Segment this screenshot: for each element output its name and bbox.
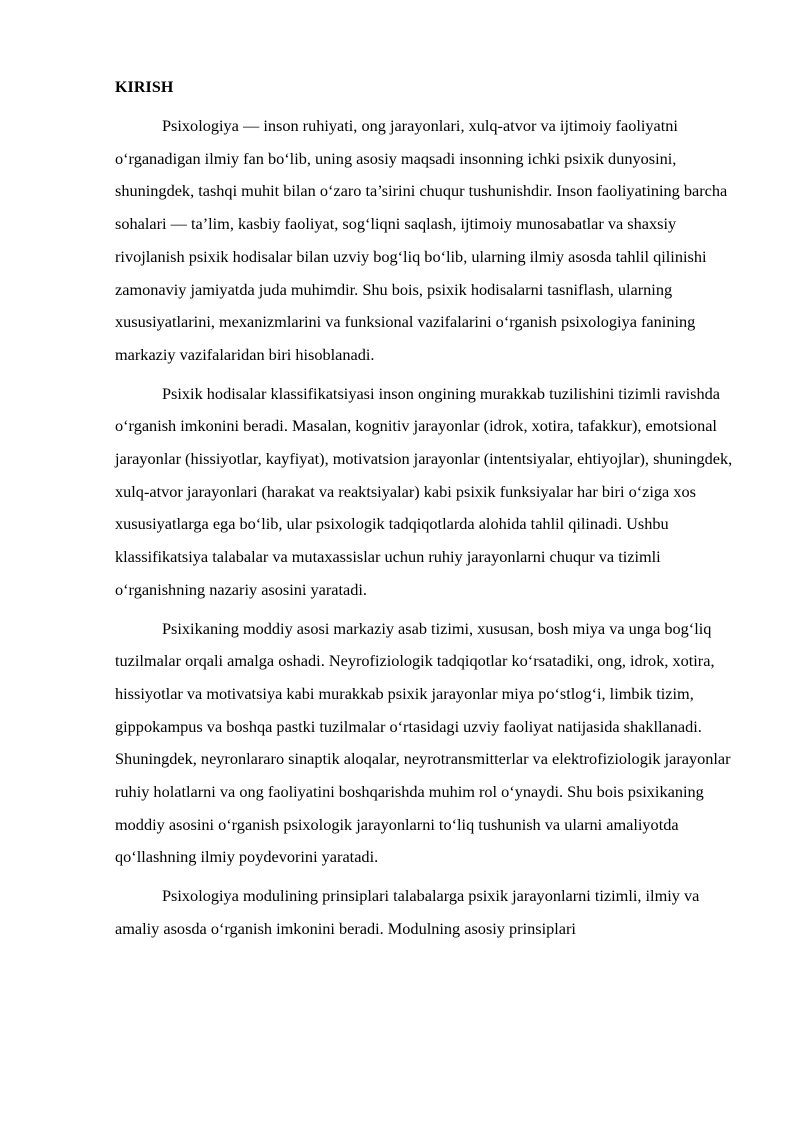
- paragraph-4: Psixologiya modulining prinsiplari talabalarga psixik jarayonlarni tizimli, ilmiy va amaliy asosda o‘rganish imkonini beradi. Modulning asosiy prinsiplari: [115, 886, 700, 938]
- paragraph-2: Psixik hodisalar klassifikatsiyasi inson ongining murakkab tuzilishini tizimli ravishda o‘rganish imkonini beradi. Masalan, kognitiv jarayonlar (idrok, xotira, tafakkur), emotsional jarayonlar (hissiyotlar, kayfiyat), motivatsion jarayonlar (intentsiyalar, ehtiyojlar), shuningdek, xulq-atvor jarayonlari (harakat va reaktsiyalar) kabi psixik funksiyalar har biri o‘ziga xos xususiyatlarga ega bo‘lib, ular psixologik tadqiqotlarda alohida tahlil qilinadi. Ushbu klassifikatsiya talabalar va mutaxassislar uchun ruhiy jarayonlarni chuqur va tizimli o‘rganishning nazariy asosini yaratadi.: [115, 383, 733, 599]
- paragraph-3: Psixikaning moddiy asosi markaziy asab tizimi, xususan, bosh miya va unga bog‘liq tuzilmalar orqali amalga oshadi. Neyrofiziologik tadqiqotlar ko‘rsatadiki, ong, idrok, xotira, hissiyotlar va motivatsiya kabi murakkab psixik jarayonlar miya po‘stlog‘i, limbik tizim, gippokampus va boshqa pastki tuzilmalar o‘rtasidagi uzviy faoliyat natijasida shakllanadi. Shuningdek, neyronlararo sinaptik aloqalar, neyrotransmitterlar va elektrofiziologik jarayonlar ruhiy holatlarni va ong faoliyatini boshqarishda muhim rol o‘ynaydi. Shu bois psixikaning moddiy asosini o‘rganish psixologik jarayonlarni to‘liq tushunish va ularni amaliyotda qo‘llashning ilmiy poydevorini yaratadi.: [115, 618, 731, 867]
- section-heading: KIRISH: [115, 79, 174, 96]
- paragraph-1: Psixologiya — inson ruhiyati, ong jarayonlari, xulq-atvor va ijtimoiy faoliyatni o‘rganadigan ilmiy fan bo‘lib, uning asosiy maqsadi insonning ichki psixik dunyosini, shuningdek, tashqi muhit bilan o‘zaro ta’sirini chuqur tushunishdir. Inson faoliyatining barcha sohalari — ta’lim, kasbiy faoliyat, sog‘liqni saqlash, ijtimoiy munosabatlar va shaxsiy rivojlanish psixik hodisalar bilan uzviy bog‘liq bo‘lib, ularning ilmiy asosda tahlil qilinishi zamonaviy jamiyatda juda muhimdir. Shu bois, psixik hodisalarni tasniflash, ularning xususiyatlarini, mexanizmlarini va funksional vazifalarini o‘rganish psixologiya fanining markaziy vazifalaridan biri hisoblanadi.: [115, 116, 728, 364]
